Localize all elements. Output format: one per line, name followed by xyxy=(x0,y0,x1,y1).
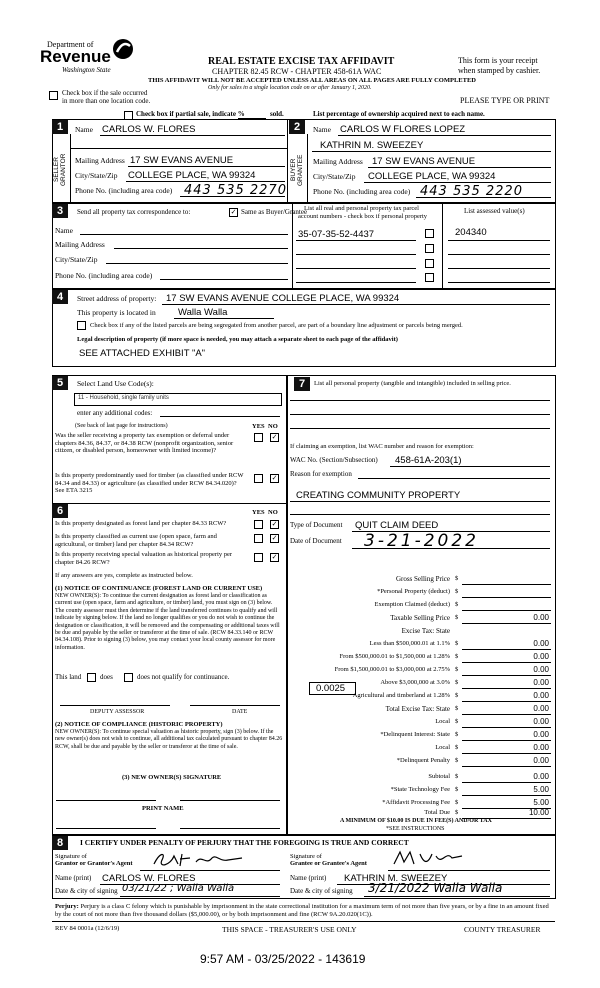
buyer-name2[interactable]: KATHRIN M. SWEEZEY xyxy=(320,140,424,151)
county-treasurer: COUNTY TREASURER xyxy=(464,925,541,934)
does-label: does xyxy=(100,673,113,681)
tax-row-prefix: $ xyxy=(455,773,459,780)
reason-label: Reason for exemption xyxy=(290,470,352,478)
grantee-name-label: Name (print) xyxy=(290,874,327,882)
tax-row-label: Taxable Selling Price xyxy=(390,614,450,622)
section-4-badge: 4 xyxy=(52,290,68,304)
receipt-note2: when stamped by cashier. xyxy=(458,66,541,75)
tax-row-label: Total Excise Tax: State xyxy=(385,705,450,713)
street-label: Street address of property: xyxy=(77,294,157,303)
buyer-phone[interactable]: 443 535 2220 xyxy=(420,184,523,199)
local-rate-box[interactable] xyxy=(309,682,356,695)
s3-name-label: Name xyxy=(55,226,73,235)
grantee-sig-label1: Signature of xyxy=(290,853,322,860)
tax-row-prefix: $ xyxy=(455,799,459,806)
multi-location-checkbox[interactable] xyxy=(49,91,58,100)
land-use-value: 11 - Household, single family units xyxy=(78,395,169,401)
grantee-date-label: Date & city of signing xyxy=(290,887,353,895)
tax-row-value[interactable]: 0.00 xyxy=(533,704,549,713)
perjury-label: Perjury: xyxy=(55,903,79,910)
section-6-badge: 6 xyxy=(52,504,68,518)
buyer-mail[interactable]: 17 SW EVANS AVENUE xyxy=(372,156,476,167)
s6-q1-yes-checkbox[interactable] xyxy=(254,520,263,529)
s5-q2-no-checkbox[interactable]: ✓ xyxy=(271,474,278,482)
send-correspondence-label: Send all property tax correspondence to: xyxy=(77,208,191,216)
located-value[interactable]: Walla Walla xyxy=(178,307,228,318)
section-2-badge: 2 xyxy=(289,120,305,134)
tax-row-value[interactable]: 5.00 xyxy=(533,785,549,794)
tax-row-label: From $1,500,000.01 to $3,000,000 at 2.75% xyxy=(334,666,450,673)
does-not-label: does not qualify for continuance. xyxy=(137,673,230,681)
new-owner-signature-title: (3) NEW OWNER(S) SIGNATURE xyxy=(122,774,222,781)
tax-row-value[interactable]: 0.00 xyxy=(533,756,549,765)
tax-row-label: *Personal Property (deduct) xyxy=(377,588,450,595)
treasurer-only: THIS SPACE - TREASURER'S USE ONLY xyxy=(222,925,357,934)
tax-row-value[interactable]: 0.00 xyxy=(533,730,549,739)
grantor-signature[interactable] xyxy=(150,850,260,870)
print-name-label: PRINT NAME xyxy=(142,805,184,812)
tax-row-prefix: $ xyxy=(455,640,459,647)
wac-number[interactable]: 458-61A-203(1) xyxy=(395,455,462,466)
receipt-note1: This form is your receipt xyxy=(458,56,538,65)
segregated-label: Check box if any of the listed parcels are being segregated from another parcel, are part of a boundary line adjustment or parcels being merged. xyxy=(90,322,463,329)
tax-row-label: Subtotal xyxy=(428,773,450,780)
grantee-sig-label2: Grantee or Grantee's Agent xyxy=(290,860,367,867)
tax-row-prefix: $ xyxy=(455,786,459,793)
s6-q1-no-checkbox[interactable]: ✓ xyxy=(271,520,278,528)
exemption-reason[interactable]: CREATING COMMUNITY PROPERTY xyxy=(296,490,461,501)
tax-row-label: *Delinquent Penalty xyxy=(396,757,450,764)
tax-row-label: *State Technology Fee xyxy=(390,786,450,793)
buyer-mail-label: Mailing Address xyxy=(313,157,363,166)
parcel-header1: List all real and personal property tax parcel xyxy=(304,205,419,212)
tax-row-prefix: $ xyxy=(455,692,459,699)
tax-row-prefix: $ xyxy=(455,757,459,764)
perjury-statement xyxy=(55,903,555,919)
parcel-4-personal-checkbox[interactable] xyxy=(425,273,434,282)
seller-mail-label: Mailing Address xyxy=(75,156,125,165)
partial-sale-label: Check box if partial sale, indicate % xyxy=(136,110,245,118)
grantee-date-city[interactable]: 3/21/2022 Walla Walla xyxy=(368,881,503,895)
buyer-phone-label: Phone No. (including area code) xyxy=(313,187,411,196)
s6-q3-no-checkbox[interactable]: ✓ xyxy=(271,553,278,561)
tax-row-value[interactable]: 0.00 xyxy=(533,613,549,622)
form-warning: THIS AFFIDAVIT WILL NOT BE ACCEPTED UNLESS ALL AREAS ON ALL PAGES ARE FULLY COMPLETED xyxy=(148,77,476,84)
additional-codes-label: enter any additional codes: xyxy=(77,409,153,417)
certify-statement: I CERTIFY UNDER PENALTY OF PERJURY THAT THE FOREGOING IS TRUE AND CORRECT xyxy=(80,838,409,847)
s6-q3-yes-checkbox[interactable] xyxy=(254,553,263,562)
deputy-assessor-label: DEPUTY ASSESSOR xyxy=(90,709,145,715)
tax-row-value[interactable]: 5.00 xyxy=(533,798,549,807)
s3-phone-label: Phone No. (including area code) xyxy=(55,271,153,280)
tax-row-value[interactable]: 0.00 xyxy=(533,639,549,648)
tax-row-value[interactable]: 0.00 xyxy=(533,665,549,674)
s6-q1: Is this property designated as forest land per chapter 84.33 RCW? xyxy=(55,520,227,527)
personal-property-label: List all personal property (tangible and intangible) included in selling price. xyxy=(314,380,511,387)
grantor-name-label: Name (print) xyxy=(55,874,92,882)
s5-q2: Is this property predominantly used for timber (as classified under RCW 84.34 and 84.33) or agriculture (as classified under RCW 84.34.020)? See ETA 3215 xyxy=(55,472,244,494)
street-address[interactable]: 17 SW EVANS AVENUE COLLEGE PLACE, WA 99324 xyxy=(166,293,400,304)
tax-row-label: Above $3,000,000 at 3.0% xyxy=(380,679,450,686)
see-back-note: (See back of last page for instructions) xyxy=(75,423,168,429)
located-label: This property is located in xyxy=(77,308,156,317)
s5-yes-header: YES xyxy=(252,423,265,430)
tax-row-prefix: $ xyxy=(455,679,459,686)
notice-compliance-body: NEW OWNER(S): To continue special valuation as historic property, sign (3) below. If the new owner(s) does not wish to continue, all additional tax calculated pursuant to chapter 84.26 RCW, shall be due and payable by the seller or transferor at the time of sale. xyxy=(55,729,283,750)
revenue-logo-icon xyxy=(112,38,134,60)
dept-logo-text: Revenue xyxy=(40,47,111,66)
section-8-badge: 8 xyxy=(52,836,68,850)
buyer-name1[interactable]: CARLOS W FLORES LOPEZ xyxy=(340,124,466,135)
tax-row-label: From $500,000.01 to $1,500,000 at 1.28% xyxy=(339,653,450,660)
exemption-label: If claiming an exemption, list WAC number and reason for exemption: xyxy=(290,443,474,450)
seller-name-label: Name xyxy=(75,125,93,134)
buyer-city[interactable]: COLLEGE PLACE, WA 99324 xyxy=(368,171,496,182)
s6-if-yes: If any answers are yes, complete as instructed below. xyxy=(55,572,193,579)
parcel-number[interactable]: 35-07-35-52-4437 xyxy=(298,229,375,240)
sold-label: sold. xyxy=(270,110,284,118)
seller-phone[interactable]: 443 535 2270 xyxy=(184,183,287,198)
seller-grantor-side-label: SELLER GRANTOR xyxy=(53,153,67,187)
tax-row-value[interactable]: 10.00 xyxy=(528,808,549,817)
s6-yes-header: YES xyxy=(252,509,265,516)
s6-q2: Is this property classified as current use (open space, farm and agricultural, or timber) land per chapter 84.34 RCW? xyxy=(55,533,217,548)
grantor-date-label: Date & city of signing xyxy=(55,887,118,895)
recording-stamp: 9:57 AM - 03/25/2022 - 143619 xyxy=(200,952,366,966)
s3-city-label: City/State/Zip xyxy=(55,255,98,264)
doc-type-label: Type of Document xyxy=(290,521,343,529)
tax-row-prefix: $ xyxy=(455,744,459,751)
print-note: PLEASE TYPE OR PRINT xyxy=(460,96,550,105)
date-label: DATE xyxy=(232,709,248,715)
buyer-grantee-side-label: BUYER GRANTEE xyxy=(290,154,304,186)
seller-phone-label: Phone No. (including area code) xyxy=(75,186,173,195)
see-instructions-note: *SEE INSTRUCTIONS xyxy=(386,826,445,832)
tax-row-prefix: $ xyxy=(455,653,459,660)
tax-row-value[interactable]: 0.00 xyxy=(533,743,549,752)
section-5-badge: 5 xyxy=(52,376,68,390)
s5-q2-yes-checkbox[interactable] xyxy=(254,474,263,483)
parcel-header2: account numbers - check box if personal property xyxy=(298,213,428,220)
tax-row-label: Total Due xyxy=(424,809,450,816)
parcel-1-personal-checkbox[interactable] xyxy=(425,229,434,238)
pct-ownership-label: List percentage of ownership acquired next to each name. xyxy=(313,110,485,118)
dept-line3: Washington State xyxy=(62,66,111,74)
parcel-3-personal-checkbox[interactable] xyxy=(425,259,434,268)
notice-compliance-title: (2) NOTICE OF COMPLIANCE (HISTORIC PROPERTY) xyxy=(55,721,223,728)
single-location-note: Only for sales in a single location code on or after January 1, 2020. xyxy=(208,85,372,91)
s5-q1-no-checkbox[interactable]: ✓ xyxy=(271,433,278,441)
same-as-buyer-checkbox[interactable]: ✓ xyxy=(230,208,237,216)
seller-city-label: City/State/Zip xyxy=(75,171,118,180)
s5-no-header: NO xyxy=(268,423,278,430)
notice-continuance-title: (1) NOTICE OF CONTINUANCE (FOREST LAND OR CURRENT USE) xyxy=(55,585,263,592)
s5-q1-yes-checkbox[interactable] xyxy=(254,433,263,442)
tax-row-label: *Affidavit Processing Fee xyxy=(382,799,450,806)
seller-name[interactable]: CARLOS W. FLORES xyxy=(102,124,196,135)
notice-continuance-body: NEW OWNER(S): To continue the current designation as forest land or classification as current use (open space, farm and agriculture, or timber) land, you must sign on (3) below. The county assessor must then determine if the land transferred continues to qualify and will indicate by signing below. If the land no longer qualifies or you do not wish to continue the designation or classification, it will be removed and the compensating or additional taxes will be due and payable by the seller or transferor at the time of sale. (RCW 84.33.140 or RCW 84.34.108). Prior to signing (3) below, you may contact your local county assessor for more information. xyxy=(55,593,280,651)
grantor-name-print[interactable]: CARLOS W. FLORES xyxy=(102,873,196,884)
tax-row-label: Less than $500,000.01 at 1.1% xyxy=(369,640,450,647)
section-1-badge: 1 xyxy=(52,120,68,134)
tax-row-label: Local xyxy=(435,718,450,725)
grantee-name-print[interactable]: KATHRIN M. SWEEZEY xyxy=(344,873,448,884)
grantor-sig-label2: Grantor or Grantor's Agent xyxy=(55,860,133,867)
assessed-header: List assessed value(s) xyxy=(464,207,525,215)
section-7-badge: 7 xyxy=(294,377,310,391)
tax-row-label: Excise Tax: State xyxy=(401,627,450,635)
tax-row-label: Local xyxy=(435,744,450,751)
tax-row-prefix: $ xyxy=(455,575,459,582)
tax-row-label: Gross Selling Price xyxy=(395,575,450,583)
tax-row-value[interactable]: 0.00 xyxy=(533,652,549,661)
grantor-date-city[interactable]: 03/21/22 ; Walla Walla xyxy=(122,883,235,894)
section-3-badge: 3 xyxy=(52,204,68,218)
tax-row-prefix: $ xyxy=(455,601,459,608)
same-as-buyer-label: Same as Buyer/Grantee xyxy=(241,208,308,216)
tax-row-label: *Delinquent Interest: State xyxy=(380,731,450,738)
s6-q3: Is this property receiving special valuation as historical property per chapter 84.26 RCW? xyxy=(55,551,233,566)
parcel-2-personal-checkbox[interactable] xyxy=(425,244,434,253)
grantor-sig-label1: Signature of xyxy=(55,853,87,860)
land-does-not-checkbox[interactable] xyxy=(124,673,133,682)
tax-row-prefix: $ xyxy=(455,705,459,712)
assessed-value[interactable]: 204340 xyxy=(455,227,487,238)
s6-no-header: NO xyxy=(268,509,278,516)
doc-date-label: Date of Document xyxy=(290,537,342,545)
legal-description[interactable]: SEE ATTACHED EXHIBIT "A" xyxy=(79,348,206,359)
minimum-note: A MINIMUM OF $10.00 IS DUE IN FEE(S) AND/OR TAX xyxy=(340,818,492,824)
doc-date[interactable]: 3-21-2022 xyxy=(364,531,479,551)
segregated-checkbox[interactable] xyxy=(77,321,86,330)
wac-label: WAC No. (Section/Subsection) xyxy=(290,456,378,464)
tax-row-label: Agricultural and timberland at 1.28% xyxy=(352,692,450,699)
form-subtitle: CHAPTER 82.45 RCW - CHAPTER 458-61A WAC xyxy=(212,67,382,76)
s3-mail-label: Mailing Address xyxy=(55,240,105,249)
local-rate: 0.0025 xyxy=(316,683,346,694)
land-use-label: Select Land Use Code(s): xyxy=(77,379,154,388)
perjury-text: Perjury is a class C felony which is punishable by imprisonment in the state correctional institution for a maximum term of not more than five years, or by a fine in an amount fixed by the court of not more than five thousand dollars ($5,000.00), or by both imprisonment and fine (RCW 9A.20.020(1C)). xyxy=(55,903,549,918)
seller-mail[interactable]: 17 SW EVANS AVENUE xyxy=(130,155,234,166)
s6-q2-yes-checkbox[interactable] xyxy=(254,534,263,543)
tax-row-prefix: $ xyxy=(455,731,459,738)
s5-q1: Was the seller receiving a property tax exemption or deferral under chapters 84.36, 84.37, or 84.38 RCW (nonprofit organization, senior citizen, or disabled person, homeowner with limited income)? xyxy=(55,432,234,454)
tax-row-value[interactable]: 0.00 xyxy=(533,772,549,781)
buyer-name-label: Name xyxy=(313,125,331,134)
tax-row-label: Exemption Claimed (deduct) xyxy=(374,601,450,608)
this-land-label: This land xyxy=(55,673,82,681)
tax-row-value[interactable]: 0.00 xyxy=(533,691,549,700)
tax-row-prefix: $ xyxy=(455,718,459,725)
legal-label: Legal description of property (if more space is needed, you may attach a separate sheet to each page of the affidavit) xyxy=(77,336,398,343)
doc-type[interactable]: QUIT CLAIM DEED xyxy=(355,520,439,531)
tax-row-prefix: $ xyxy=(455,588,459,595)
multi-location-label2: in more than one location code. xyxy=(62,97,151,105)
land-does-checkbox[interactable] xyxy=(87,673,96,682)
form-title: REAL ESTATE EXCISE TAX AFFIDAVIT xyxy=(208,56,395,67)
buyer-city-label: City/State/Zip xyxy=(313,172,356,181)
land-use-select[interactable] xyxy=(74,393,282,406)
tax-row-prefix: $ xyxy=(455,614,459,621)
tax-row-value[interactable]: 0.00 xyxy=(533,717,549,726)
tax-row-value[interactable]: 0.00 xyxy=(533,678,549,687)
multi-location-label1: Check box if the sale occurred xyxy=(62,89,148,97)
dept-line1: Department of xyxy=(47,40,94,49)
rev-number: REV 84 0001a (12/6/19) xyxy=(55,925,120,932)
tax-row-prefix: $ xyxy=(455,666,459,673)
s6-q2-no-checkbox[interactable]: ✓ xyxy=(271,534,278,542)
tax-row-prefix: $ xyxy=(455,809,459,816)
grantee-signature[interactable] xyxy=(390,848,470,870)
seller-city[interactable]: COLLEGE PLACE, WA 99324 xyxy=(128,170,256,181)
